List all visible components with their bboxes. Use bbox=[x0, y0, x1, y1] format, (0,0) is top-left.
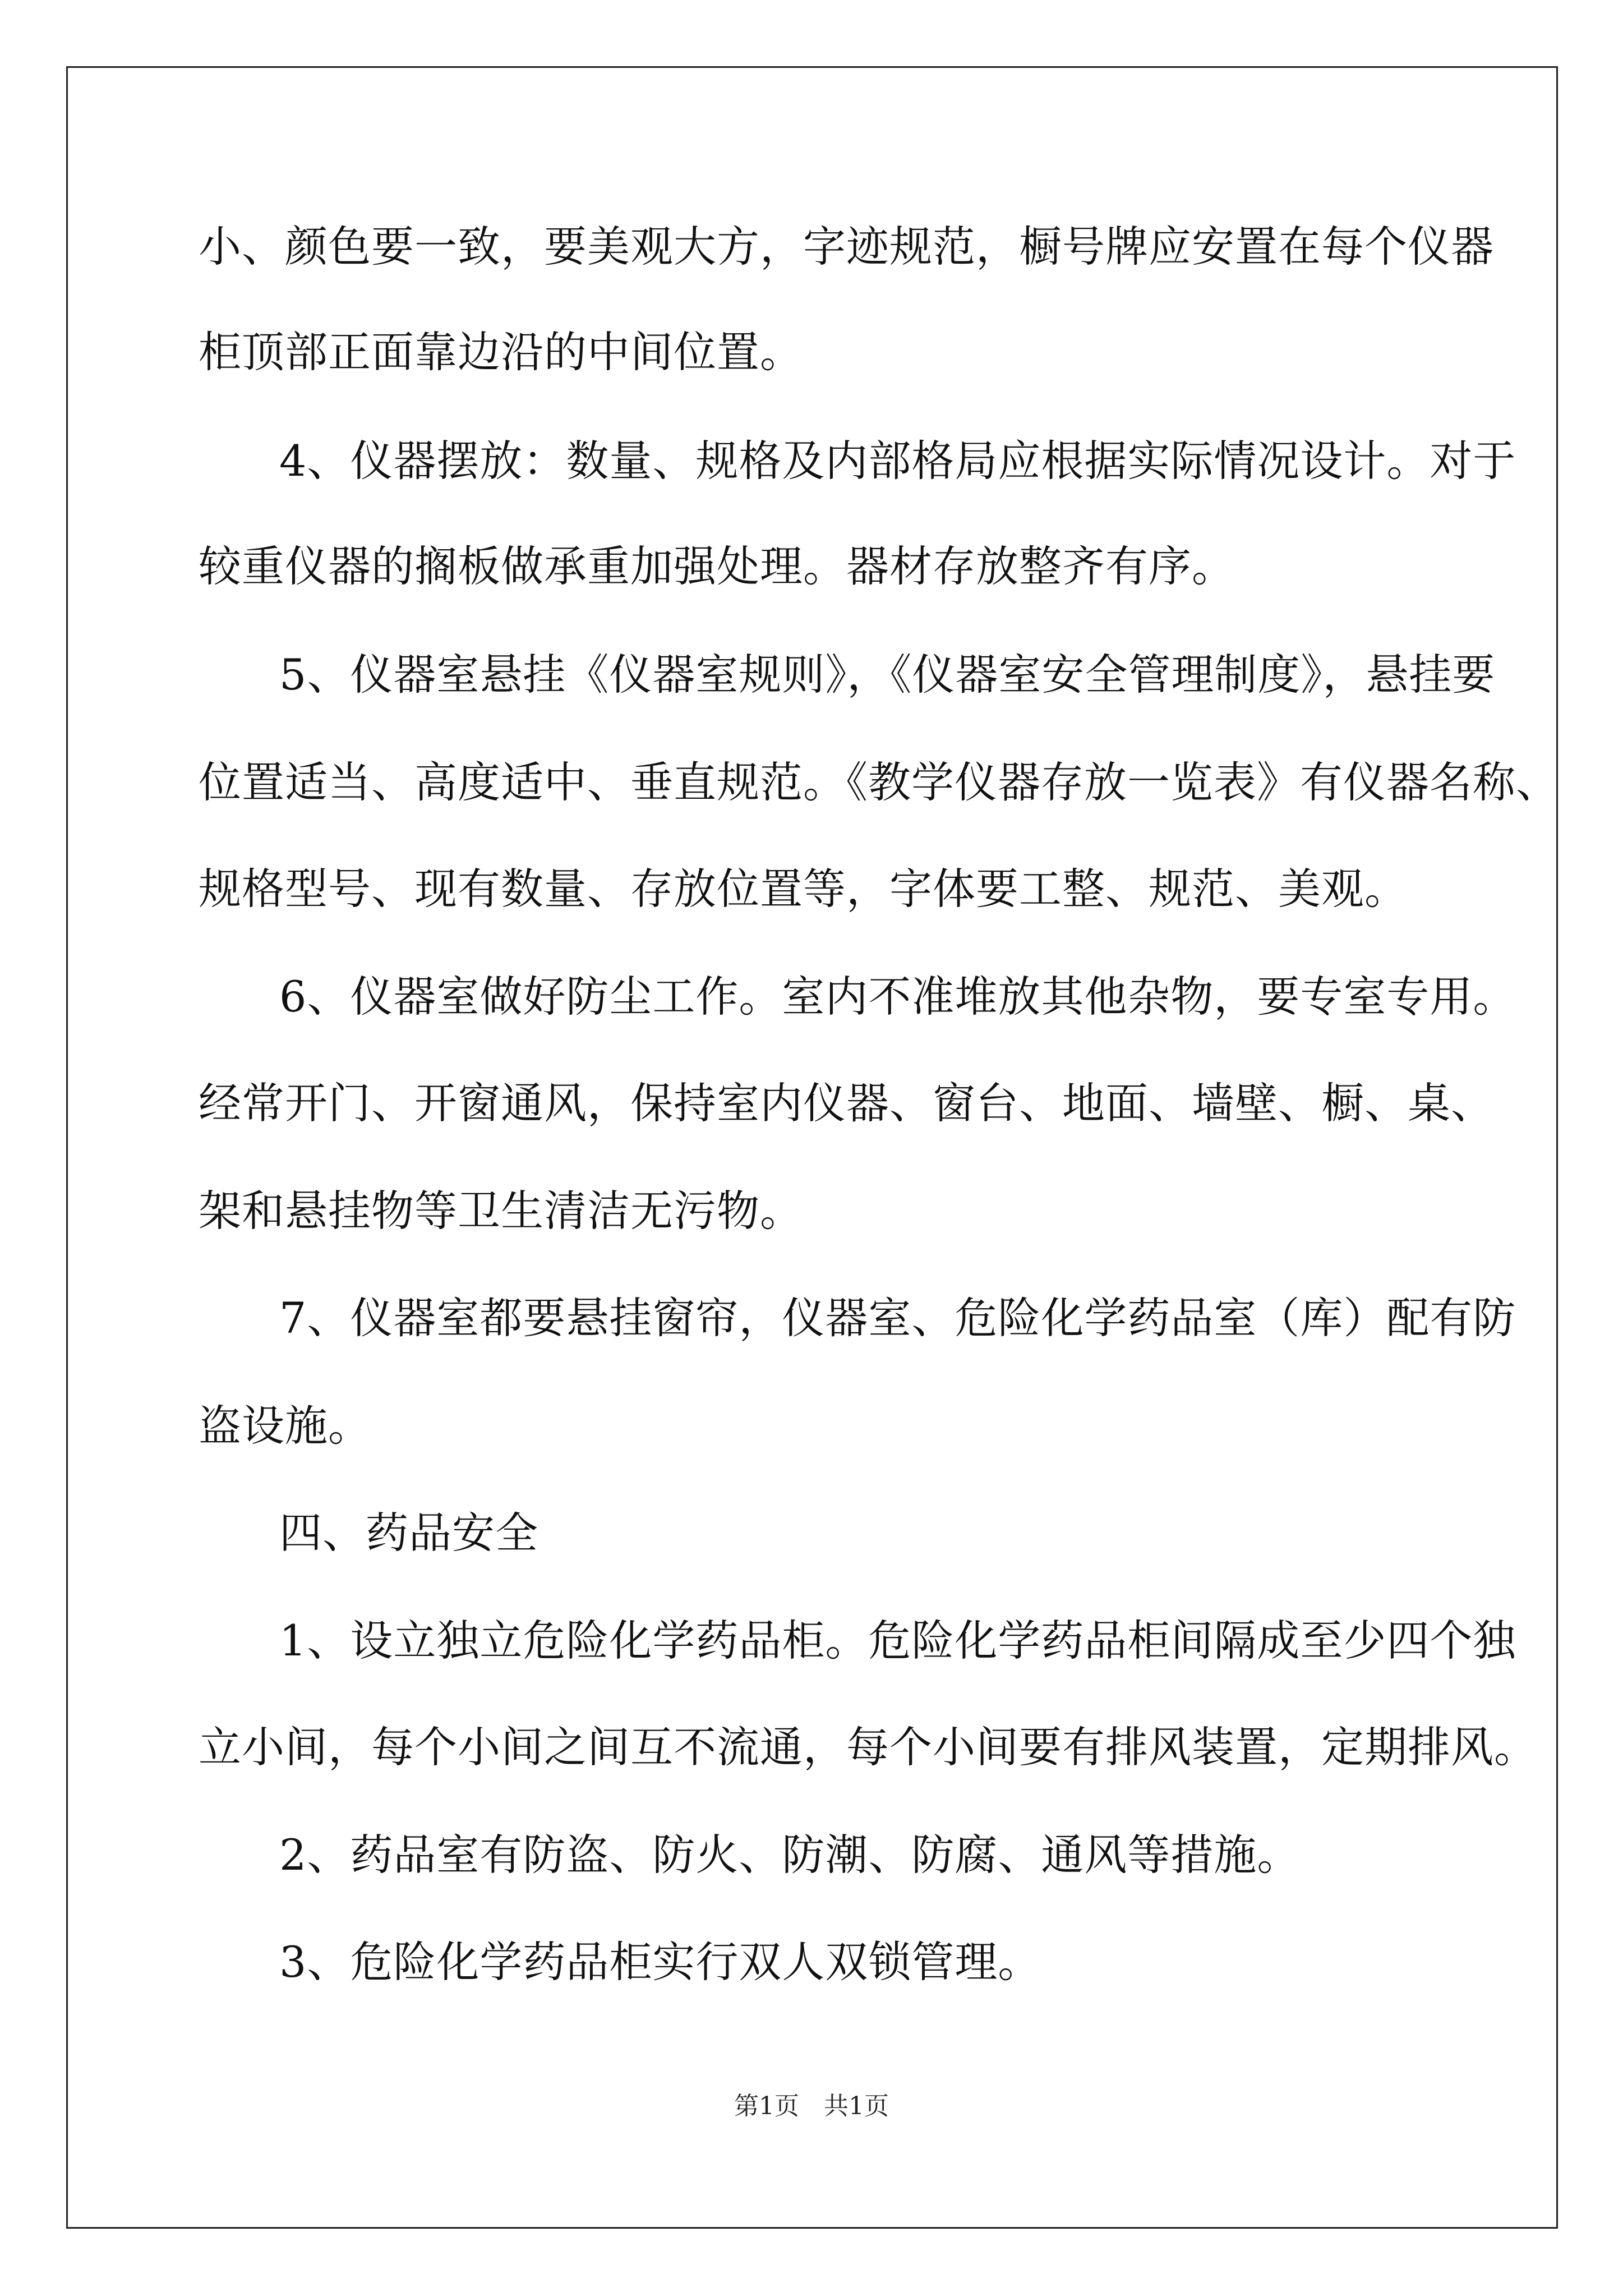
page-border bbox=[66, 66, 1558, 2229]
text-line: 经常开门、开窗通风，保持室内仪器、窗台、地面、墙壁、橱、桌、 bbox=[199, 1078, 1494, 1128]
text-line: 盗设施。 bbox=[199, 1401, 371, 1451]
section-heading: 四、药品安全 bbox=[279, 1508, 538, 1558]
paragraph-1-line: 1、设立独立危险化学药品柜。危险化学药品柜间隔成至少四个独 bbox=[279, 1616, 1516, 1665]
text-line: 位置适当、高度适中、垂直规范。《教学仪器存放一览表》有仪器名称、 bbox=[199, 757, 1559, 807]
paragraph-6-line: 6、仪器室做好防尘工作。室内不准堆放其他杂物，要专室专用。 bbox=[279, 972, 1516, 1022]
text-line: 较重仪器的搁板做承重加强处理。器材存放整齐有序。 bbox=[199, 541, 1235, 591]
paragraph-5-line: 5、仪器室悬挂《仪器室规则》，《仪器室安全管理制度》，悬挂要 bbox=[279, 650, 1496, 700]
text-line: 柜顶部正面靠边沿的中间位置。 bbox=[199, 327, 803, 377]
text-line: 架和悬挂物等卫生清洁无污物。 bbox=[199, 1186, 803, 1236]
paragraph-7-line: 7、仪器室都要悬挂窗帘，仪器室、危险化学药品室（库）配有防 bbox=[279, 1293, 1516, 1343]
text-line: 立小间，每个小间之间互不流通，每个小间要有排风装置，定期排风。 bbox=[199, 1722, 1537, 1772]
page-number: 第1页 共1页 bbox=[734, 2092, 889, 2120]
text-line: 规格型号、现有数量、存放位置等，字体要工整、规范、美观。 bbox=[199, 864, 1408, 914]
text-line: 小、颜色要一致，要美观大方，字迹规范，橱号牌应安置在每个仪器 bbox=[199, 222, 1494, 272]
paragraph-4-line: 4、仪器摆放：数量、规格及内部格局应根据实际情况设计。对于 bbox=[279, 436, 1516, 486]
paragraph-3-line: 3、危险化学药品柜实行双人双锁管理。 bbox=[279, 1937, 1041, 1987]
paragraph-2-line: 2、药品室有防盗、防火、防潮、防腐、通风等措施。 bbox=[279, 1830, 1301, 1880]
